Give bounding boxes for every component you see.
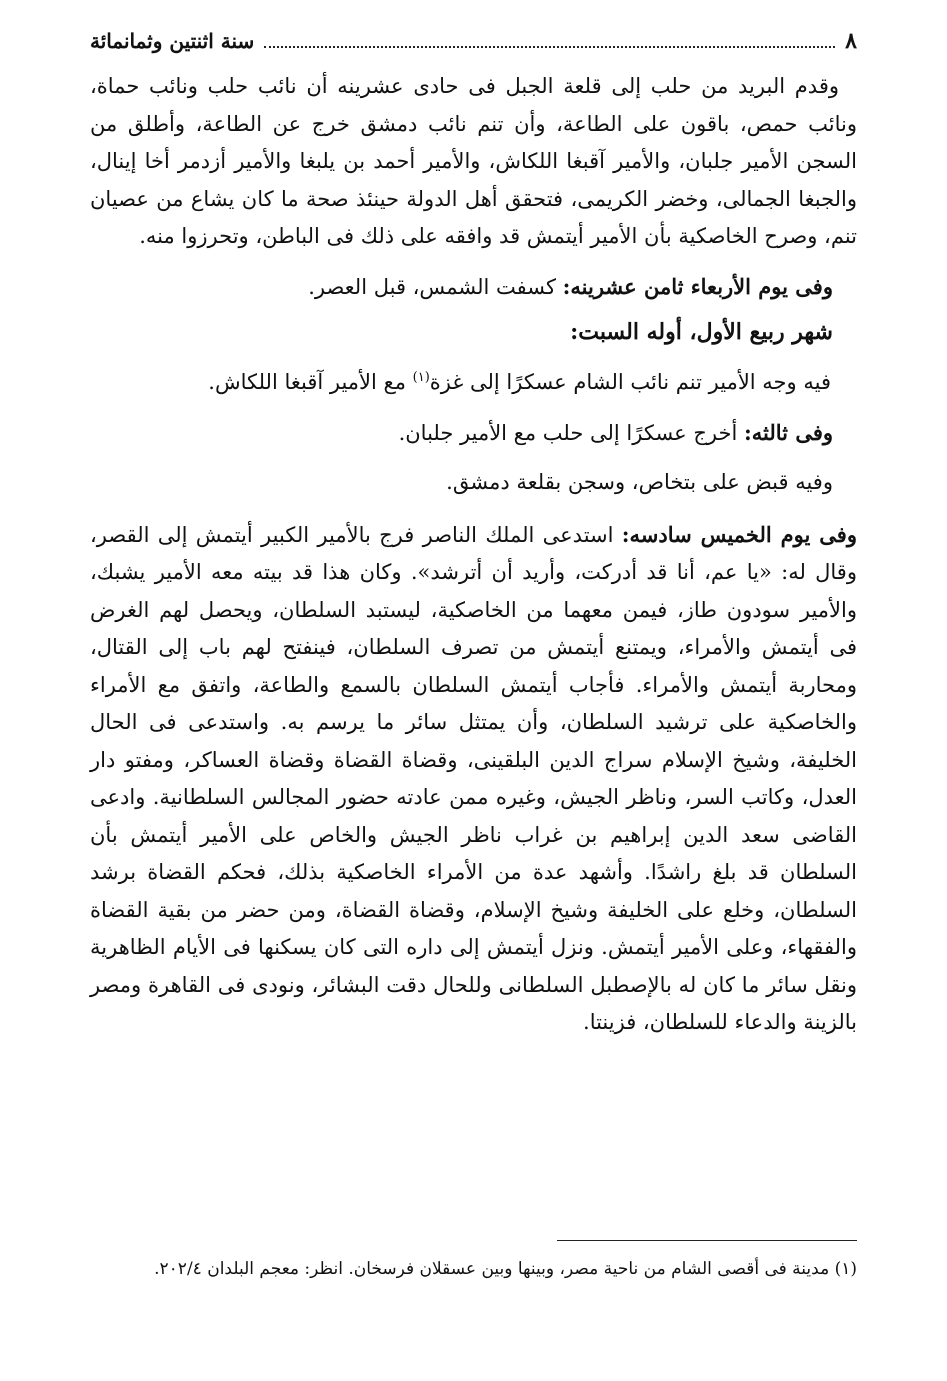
page-number: ٨: [845, 28, 857, 54]
footnote-reference: (١): [412, 370, 430, 385]
month-heading: شهر ربيع الأول، أوله السبت:: [570, 319, 833, 345]
paragraph-lead: وفى يوم الأربعاء ثامن عشرينه:: [562, 273, 833, 299]
paragraph-lead: وفى ثالثه:: [744, 419, 833, 445]
footnote: (١) مدينة فى أقصى الشام من ناحية مصر، وبينها وبين عسقلان فرسخان. انظر: معجم البلدان ٢٠٢/٤.: [154, 1259, 857, 1279]
header-dot-leader: [264, 45, 835, 48]
paragraph-gaza-army: [90, 364, 857, 402]
running-title: سنة اثنتين وثمانمائة: [90, 29, 255, 53]
running-header: [90, 28, 857, 54]
paragraph-body: أخرج عسكرًا إلى حلب مع الأمير جلبان.: [398, 420, 745, 445]
paragraph-arrest: وفيه قبض على بتخاص، وسجن بقلعة دمشق.: [446, 470, 833, 494]
paragraph-eclipse: [90, 268, 857, 307]
paragraph-body: استدعى الملك الناصر فرج بالأمير الكبير أيتمش إلى القصر، وقال له: «يا عم، أنا قد أدركت، وأريد أن أترشد». وكان هذا قد بيته معه الأمير يشبك، والأمير سودون طاز، فيمن معهما من الخاصكية، ليستبد السلطان، ويحصل لهم الغرض فى أيتمش والأمراء، ويمتنع أيتمش من تصرف السلطان، فينفتح لهم باب إلى القتال، ومحاربة أيتمش والأمراء. فأجاب أيتمش السلطان بالسمع والطاعة، واتفق مع الأمراء والخاصكية على ترشيد السلطان، وأن يمتثل سائر ما يرسم به. واستدعى فى الحال الخليفة، وشيخ الإسلام سراج الدين البلقينى، وقضاة القضاة وقضاة العساكر، ومفتو دار العدل، وكاتب السر، وناظر الجيش، وغيره ممن عادته حضور المجالس السلطانية. وادعى القاضى سعد الدين إبراهيم بن غراب ناظر الجيش والخاص على الأمير أيتمش بأن السلطان قد بلغ راشدًا. وأشهد عدة من الأمراء الخاصكية بذلك، فحكم القضاة برشد السلطان، وخلع على الخليفة وشيخ الإسلام، وقضاة القضاة، ومن حضر من بقية القضاة والفقهاء، وعلى الأمير أيتمش. ونزل أيتمش إلى داره التى كان يسكنها فى الأيام الظاهرية ونقل سائر ما كان له بالإصطبل السلطانى وللحال دقت البشائر، ونودى فى القاهرة ومصر بالزينة والدعاء للسلطان، فزينتا.: [90, 522, 857, 1034]
paragraph-lead: وفى يوم الخميس سادسه:: [621, 521, 857, 547]
footnote-separator: [557, 1240, 857, 1241]
paragraph-body: كسفت الشمس، قبل العصر.: [308, 274, 563, 299]
paragraph-body: فيه وجه الأمير تنم نائب الشام عسكرًا إلى غزة: [429, 370, 831, 394]
paragraph-sultan-maturity: [90, 516, 857, 1042]
paragraph-body: مع الأمير آقبغا اللكاش.: [208, 370, 413, 394]
paragraph-third-day: [90, 414, 857, 453]
paragraph-post-arrival: وقدم البريد من حلب إلى قلعة الجبل فى حادى عشرينه أن نائب حلب ونائب حماة، ونائب حمص، باقون على الطاعة، وأن تنم نائب دمشق خرج عن الطاعة، وأطلق من السجن الأمير جلبان، والأمير آقبغا اللكاش، والأمير أحمد بن يلبغا والأمير أزدمر أخا إينال، والجبغا الجمالى، وخضر الكريمى، فتحقق أهل الدولة حينئذ صحة ما كان يشاع من عصيان تنم، وصرح الخاصكية بأن الأمير أيتمش قد وافقه على ذلك فى الباطن، وتحرزوا منه.: [90, 74, 857, 248]
